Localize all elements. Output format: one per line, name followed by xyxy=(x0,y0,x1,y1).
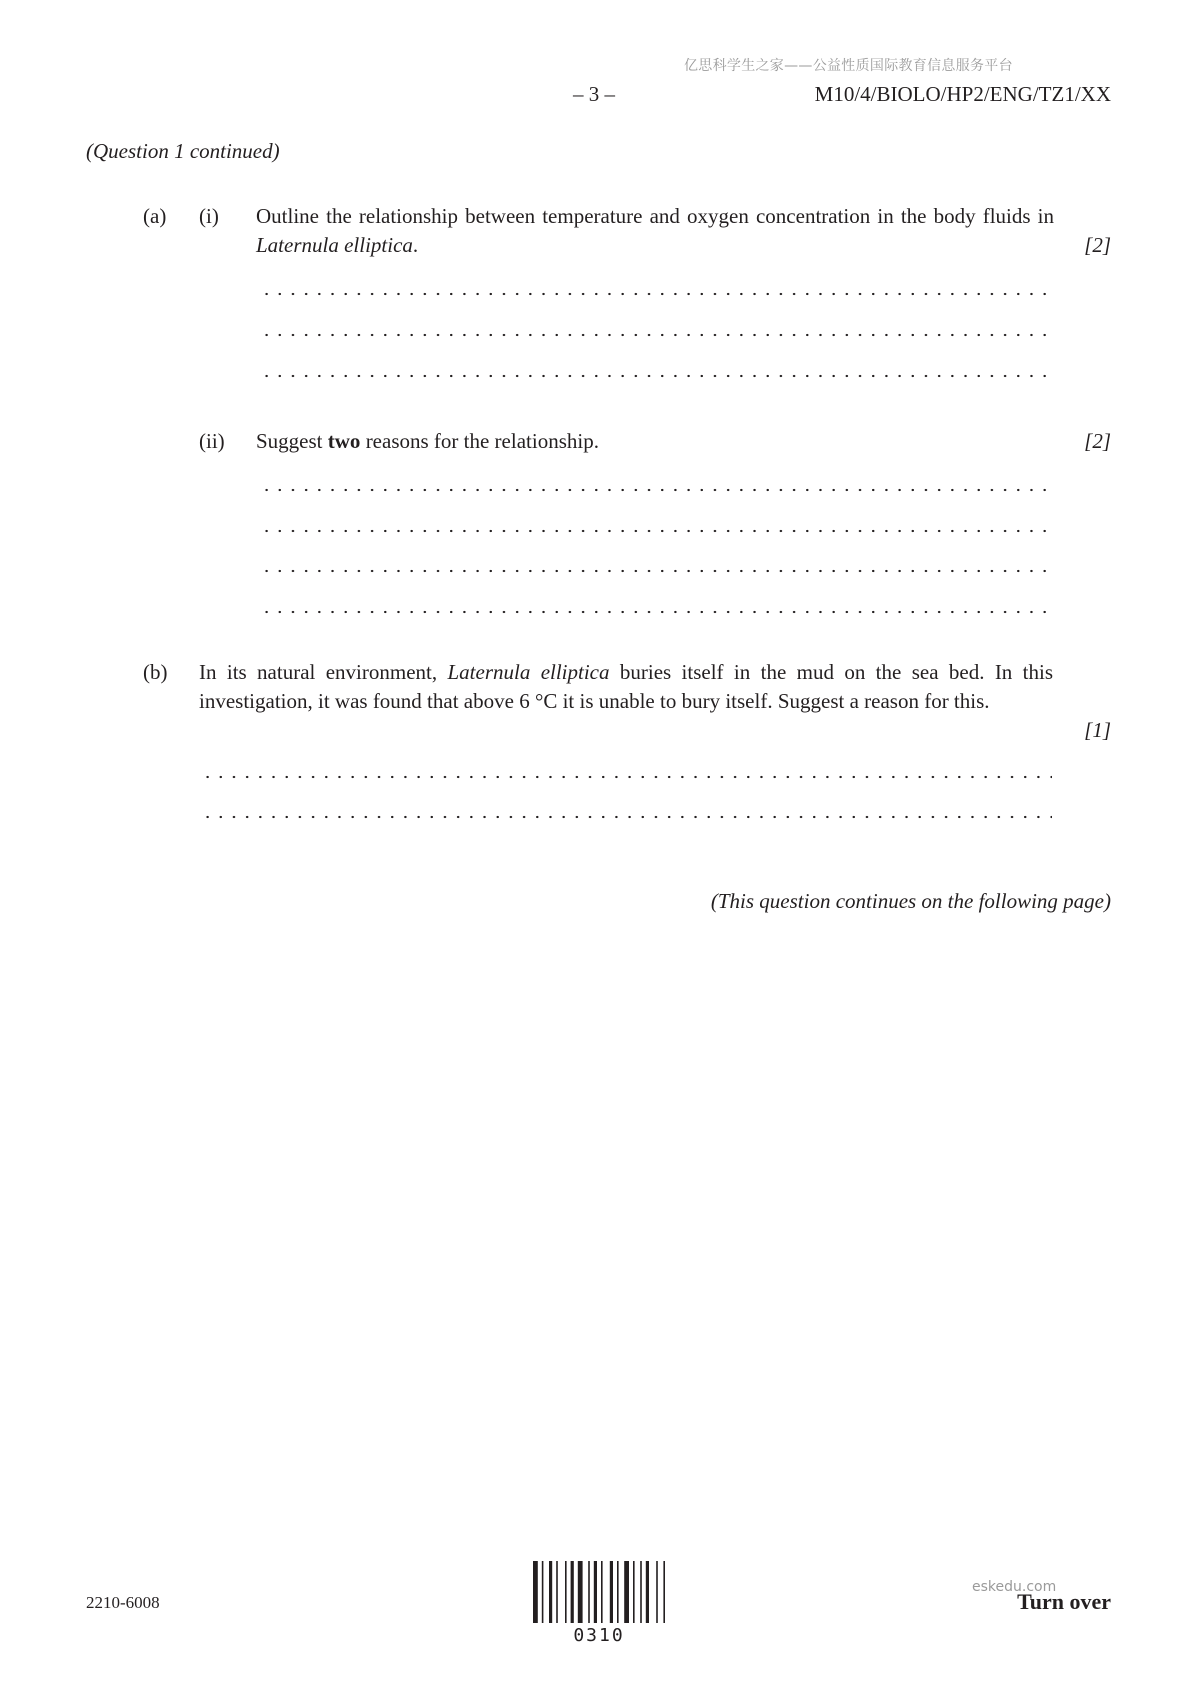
barcode-bar xyxy=(633,1561,635,1623)
barcode-bar xyxy=(533,1561,538,1623)
species-name: Laternula elliptica xyxy=(447,660,610,684)
paper-code: M10/4/BIOLO/HP2/ENG/TZ1/XX xyxy=(814,82,1111,106)
part-a-i-question: Outline the relationship between temperature and oxygen concentration in the body fluids in Laternula elliptica. xyxy=(256,204,1054,257)
barcode-bar xyxy=(542,1561,544,1623)
species-name: Laternula elliptica xyxy=(256,233,413,257)
part-b-question: In its natural environment, Laternula elliptica buries itself in the mud on the sea bed. In this investigation, it was found that above 6 °C it is unable to bury itself. Suggest a reason for this. xyxy=(199,660,1054,713)
barcode-bar xyxy=(594,1561,597,1623)
part-b-marks: [1] xyxy=(1084,718,1111,742)
top-watermark: 亿思科学生之家——公益性质国际教育信息服务平台 xyxy=(684,58,1013,74)
barcode-bar xyxy=(588,1561,590,1623)
barcode-bar xyxy=(656,1561,658,1623)
footer-code: 2210-6008 xyxy=(86,1593,160,1612)
barcode-bars xyxy=(533,1561,665,1623)
barcode-bar xyxy=(617,1561,619,1623)
part-a-label: (a) xyxy=(143,204,167,228)
answer-line[interactable] xyxy=(260,569,1052,573)
barcode-bar xyxy=(549,1561,552,1623)
barcode-bar xyxy=(571,1561,574,1623)
answer-line[interactable] xyxy=(260,488,1052,492)
part-a-i-marks: [2] xyxy=(1084,233,1111,257)
answer-line[interactable] xyxy=(260,610,1052,614)
barcode-bar xyxy=(640,1561,642,1623)
part-a-ii-label: (ii) xyxy=(199,429,225,453)
barcode-bar xyxy=(646,1561,649,1623)
answer-line[interactable] xyxy=(260,292,1052,296)
answer-line[interactable] xyxy=(260,374,1052,378)
answer-line[interactable] xyxy=(201,775,1052,779)
barcode-bar xyxy=(610,1561,613,1623)
answer-line[interactable] xyxy=(260,529,1052,533)
bottom-watermark: eskedu.com xyxy=(972,1579,1057,1595)
barcode-bar xyxy=(624,1561,629,1623)
answer-line[interactable] xyxy=(260,333,1052,337)
barcode-number: 0310 xyxy=(573,1625,625,1646)
emphasis-two: two xyxy=(327,429,361,453)
page-number: – 3 – xyxy=(573,82,615,106)
part-a-i-label: (i) xyxy=(199,204,219,228)
barcode-bar xyxy=(663,1561,665,1623)
barcode-bar xyxy=(578,1561,583,1623)
barcode xyxy=(533,1561,665,1646)
barcode-bar xyxy=(601,1561,603,1623)
barcode-bar xyxy=(565,1561,567,1623)
part-a-ii-marks: [2] xyxy=(1084,429,1111,453)
continues-on-next-page: (This question continues on the following page) xyxy=(710,889,1111,913)
barcode-bar xyxy=(556,1561,558,1623)
turn-over: Turn over xyxy=(1017,1589,1111,1614)
part-a-ii-question: Suggest two reasons for the relationship. xyxy=(256,429,599,453)
answer-line[interactable] xyxy=(201,815,1052,819)
question-continued-label: (Question 1 continued) xyxy=(86,139,280,163)
part-b-label: (b) xyxy=(143,660,168,684)
